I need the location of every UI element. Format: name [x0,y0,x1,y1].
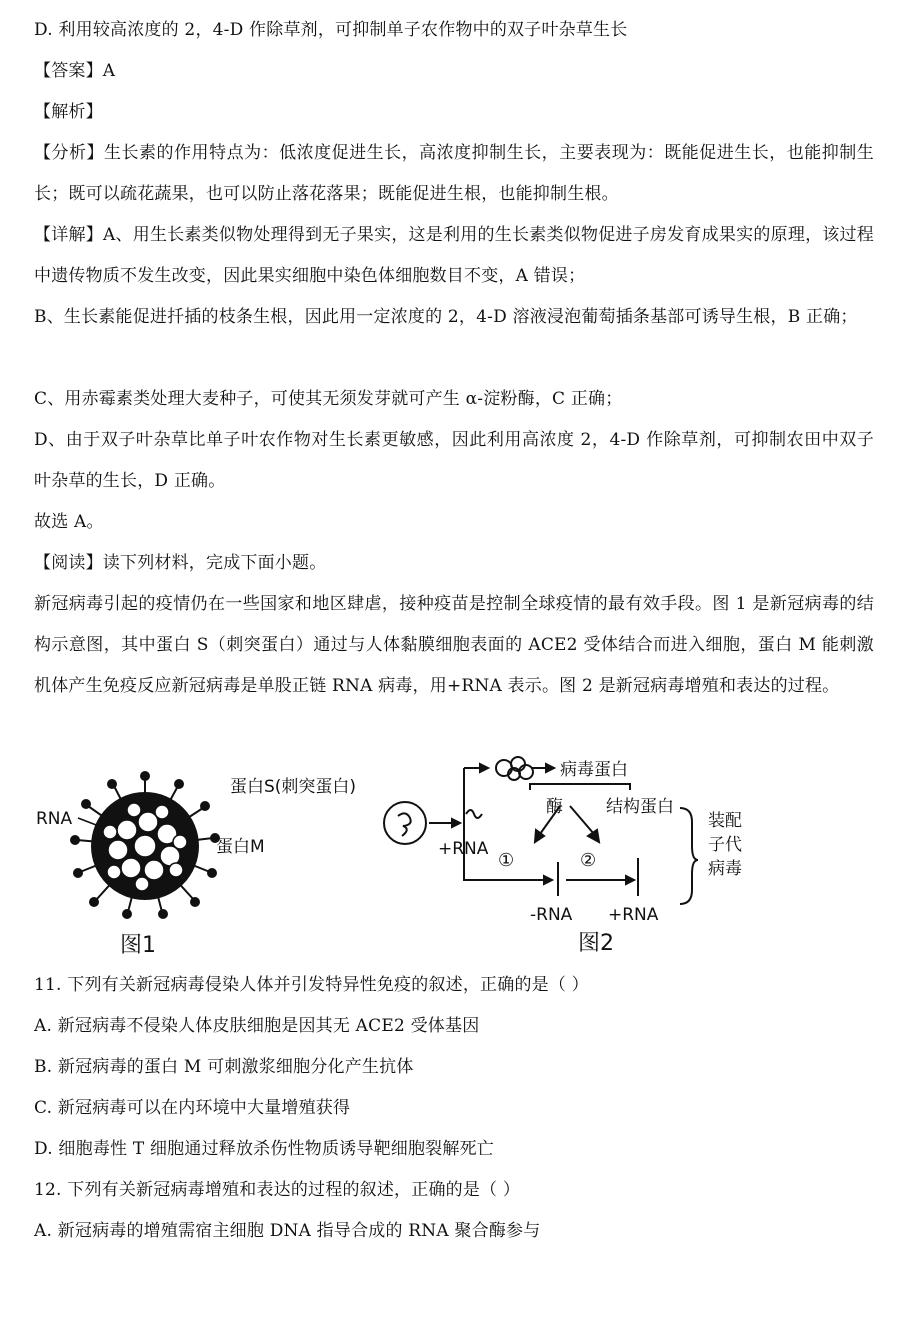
question-12-stem: 12. 下列有关新冠病毒增殖和表达的过程的叙述，正确的是（ ） [34,1180,521,1200]
rna-squiggle-icon [398,813,411,836]
plus-rna-strand-icon [466,810,482,818]
analysis-header: 【解析】 [34,102,103,122]
question-11-stem: 11. 下列有关新冠病毒侵染人体并引发特异性免疫的叙述，正确的是（ ） [34,975,589,995]
host-cell-virus-icon [384,802,426,844]
figure-2-plus-rna-left: +RNA [438,839,489,859]
figure-1-virus-structure [30,762,360,962]
reading-header: 【阅读】读下列材料，完成下面小题。 [34,553,327,573]
figure-2-structural-protein: 结构蛋白 [606,797,674,817]
figure-2-assembly-1: 装配 [708,811,742,831]
figure-2-replication-process [380,750,780,960]
choose-line: 故选 A。 [34,512,104,532]
question-11-option-c: C. 新冠病毒可以在内环境中大量增殖获得 [34,1098,351,1118]
question-12-option-a: A. 新冠病毒的增殖需宿主细胞 DNA 指导合成的 RNA 聚合酶参与 [34,1221,541,1241]
explain-b: B、生长素能促进扦插的枝条生根，因此用一定浓度的 2，4-D 溶液浸泡葡萄插条基部可诱导生根，B 正确； [34,307,858,327]
figure-2-enzyme: 酶 [546,797,563,817]
figure-1-label-m: 蛋白M [216,837,265,857]
ribosome-icon [496,757,533,780]
detail-paragraph: 【详解】A、用生长素类似物处理得到无子果实，这是利用的生长素类似物促进子房发育成果实的原理，该过程中遗传物质不发生改变，因此果实细胞中染色体细胞数目不变，A 错误； [34,225,874,286]
figure-2-minus-rna: -RNA [530,905,573,925]
analysis-paragraph: 【分析】生长素的作用特点为：低浓度促进生长，高浓度抑制生长，主要表现为：既能促进生长，也能抑制生长；既可以疏花蔬果，也可以防止落花落果；既能促进生根，也能抑制生根。 [34,143,874,204]
question-11-option-d: D. 细胞毒性 T 细胞通过释放杀伤性物质诱导靶细胞裂解死亡 [34,1139,494,1159]
question-11-option-a: A. 新冠病毒不侵染人体皮肤细胞是因其无 ACE2 受体基因 [34,1016,480,1036]
figure-2-caption: 图2 [578,931,614,956]
figure-2-step-2: ② [580,850,597,871]
figure-2-viral-protein: 病毒蛋白 [560,760,628,780]
figure-1-label-spike: 蛋白S(刺突蛋白) [230,777,357,797]
answer-line: 【答案】A [34,61,116,81]
prev-option-d: D. 利用较高浓度的 2，4-D 作除草剂，可抑制单子农作物中的双子叶杂草生长 [34,20,628,40]
question-11-option-b: B. 新冠病毒的蛋白 M 可刺激浆细胞分化产生抗体 [34,1057,414,1077]
explain-d: D、由于双子叶杂草比单子叶农作物对生长素更敏感，因此利用高浓度 2，4-D 作除草剂，可抑制农田中双子叶杂草的生长，D 正确。 [34,430,874,491]
figure-1-label-rna: RNA [36,809,73,829]
explain-c: C、用赤霉素类处理大麦种子，可使其无须发芽就可产生 α-淀粉酶，C 正确； [34,389,623,409]
figure-2-step-1: ① [498,850,515,871]
reading-material: 新冠病毒引起的疫情仍在一些国家和地区肆虐，接种疫苗是控制全球疫情的最有效手段。图 1 是新冠病毒的结构示意图，其中蛋白 S（刺突蛋白）通过与人体黏膜细胞表面的 ACE2 受体结合而进入细胞，蛋白 M 能刺激机体产生免疫反应新冠病毒是单股正链 RNA 病毒，用+RNA 表示。图 2 是新冠病毒增殖和表达的过程。 [34,594,874,696]
figure-2-assembly-3: 病毒 [708,859,742,879]
figure-2-assembly-2: 子代 [708,835,742,855]
figure-2-plus-rna-bottom: +RNA [608,905,659,925]
figure-1-caption: 图1 [120,933,156,958]
